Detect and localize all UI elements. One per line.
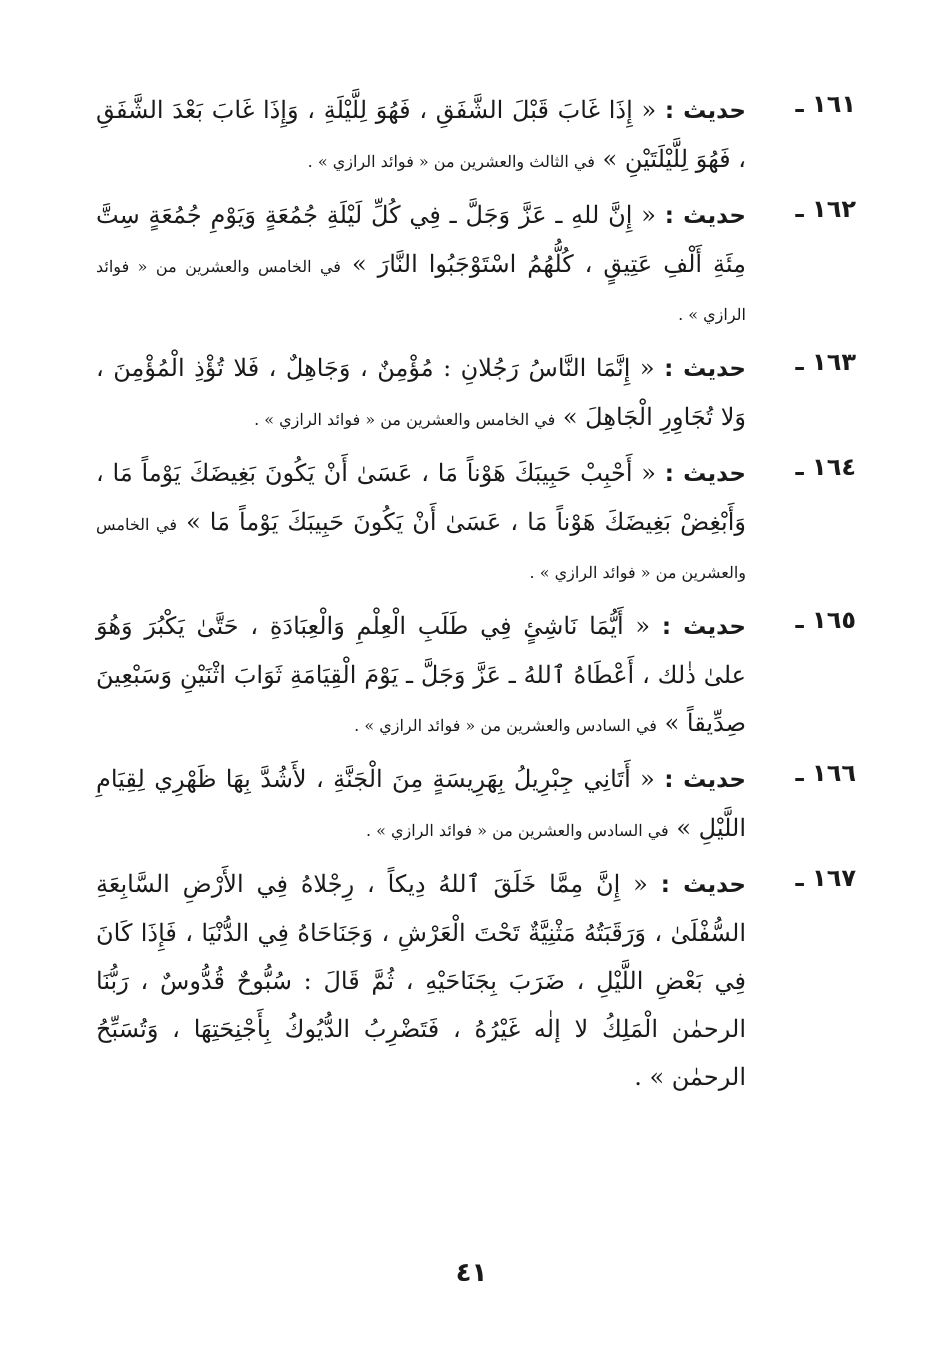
hadith-entry-165 xyxy=(96,602,856,747)
hadith-body xyxy=(96,344,746,441)
hadith-label: حديث : xyxy=(664,356,746,382)
hadith-body xyxy=(96,86,746,183)
hadith-number: ١٦٥ ـ xyxy=(795,606,856,634)
hadith-number: ١٦٣ ـ xyxy=(795,348,856,376)
hadith-list xyxy=(96,86,856,1109)
hadith-text: « إِذَا غَابَ قَبْلَ الشَّفَقِ ، فَهُوَ لِلَّيْلَةِ ، وَإِذَا غَابَ بَعْدَ الشَّفَقِ ، فَهُوَ لِلَّيْلَتَيْنِ » xyxy=(96,96,746,173)
hadith-number: ١٦٤ ـ xyxy=(795,453,856,481)
hadith-number: ١٦٧ ـ xyxy=(795,864,856,892)
hadith-number: ١٦١ ـ xyxy=(795,90,856,118)
hadith-entry-166 xyxy=(96,755,856,852)
hadith-label: حديث : xyxy=(664,98,746,124)
hadith-body xyxy=(96,191,746,336)
hadith-body xyxy=(96,755,746,852)
hadith-text: « إِنَّمَا النَّاسُ رَجُلانِ : مُؤْمِنٌ ، وَجَاهِلٌ ، فَلا تُؤْذِ الْمُؤْمِنَ ، وَلا تُجَاوِرِ الْجَاهِلَ » xyxy=(96,354,746,431)
hadith-text: « أَتَانِي جِبْرِيلُ بِهَرِيسَةٍ مِنَ الْجَنَّةِ ، لأَشُدَّ بِهَا ظَهْرِي لِقِيَامِ اللَّيْلِ » xyxy=(96,765,746,842)
hadith-source: في الخامس والعشرين من « فوائد الرازي » . xyxy=(96,257,746,324)
hadith-text: « أَيُّمَا نَاشِئٍ فِي طَلَبِ الْعِلْمِ وَالْعِبَادَةِ ، حَتَّىٰ يَكْبُرَ وَهُوَ علىٰ ذٰلك ، أَعْطَاهُ ٱللهُ ـ عَزَّ وَجَلَّ ـ يَوْمَ الْقِيَامَةِ ثَوَابَ اثْنَيْنِ وَسَبْعِينَ صِدِّيقاً » xyxy=(96,612,747,737)
hadith-source: في الثالث والعشرين من « فوائد الرازي » . xyxy=(307,152,595,171)
hadith-label: حديث : xyxy=(664,461,746,487)
hadith-entry-162 xyxy=(96,191,856,336)
hadith-number: ١٦٢ ـ xyxy=(795,195,856,223)
hadith-label: حديث : xyxy=(660,872,746,898)
hadith-label: حديث : xyxy=(664,203,746,229)
hadith-text: « إِنَّ مِمَّا خَلَقَ ٱللهُ دِيكاً ، رِجْلاهُ فِي الأَرْضِ السَّابِعَةِ السُّفْلَىٰ ، وَرَقَبَتُهُ مَثْنِيَّةٌ تَحْتَ الْعَرْشِ ، وَجَنَاحَاهُ فِي الدُّنْيَا ، فَإِذَا كَانَ فِي بَعْضِ اللَّيْلِ ، ضَرَبَ بِجَنَاحَيْهِ ، ثُمَّ قَالَ : سُبُّوحٌ قُدُّوسٌ ، رَبُّنَا الرحمٰن الْمَلِكُ لا إلٰه غَيْرُهُ ، فَتَضْرِبُ الدُّيُوكُ بِأَجْنِحَتِهَا ، وَتُسَبِّحُ الرحمٰن » . xyxy=(96,870,746,1091)
hadith-text: « إِنَّ للهِ ـ عَزَّ وَجَلَّ ـ فِي كُلِّ لَيْلَةِ جُمُعَةٍ وَيَوْمِ جُمُعَةٍ سِتَّ مِئَةِ أَلْفِ عَتِيقٍ ، كُلُّهُمُ اسْتَوْجَبُوا النَّارَ » xyxy=(96,201,746,278)
hadith-entry-167 xyxy=(96,860,856,1101)
hadith-body xyxy=(96,860,746,1101)
hadith-source: في السادس والعشرين من « فوائد الرازي » . xyxy=(354,716,657,735)
hadith-entry-164 xyxy=(96,449,856,594)
hadith-source: في الخامس والعشرين من « فوائد الرازي » . xyxy=(96,515,746,582)
hadith-text: « أَحْبِبْ حَبِيبَكَ هَوْناً مَا ، عَسَىٰ أَنْ يَكُونَ بَغِيضَكَ يَوْماً مَا ، وَأَبْغِضْ بَغِيضَكَ هَوْناً مَا ، عَسَىٰ أَنْ يَكُونَ حَبِيبَكَ يَوْماً مَا » xyxy=(96,459,746,536)
hadith-label: حديث : xyxy=(664,767,746,793)
hadith-source: في الخامس والعشرين من « فوائد الرازي » . xyxy=(254,410,556,429)
hadith-source: في السادس والعشرين من « فوائد الرازي » . xyxy=(365,821,669,840)
page-number: ٤١ xyxy=(455,1258,488,1288)
hadith-entry-163 xyxy=(96,344,856,441)
hadith-body xyxy=(96,602,746,747)
hadith-entry-161 xyxy=(96,86,856,183)
hadith-number: ١٦٦ ـ xyxy=(795,759,856,787)
hadith-label: حديث : xyxy=(661,614,746,640)
hadith-body xyxy=(96,449,746,594)
